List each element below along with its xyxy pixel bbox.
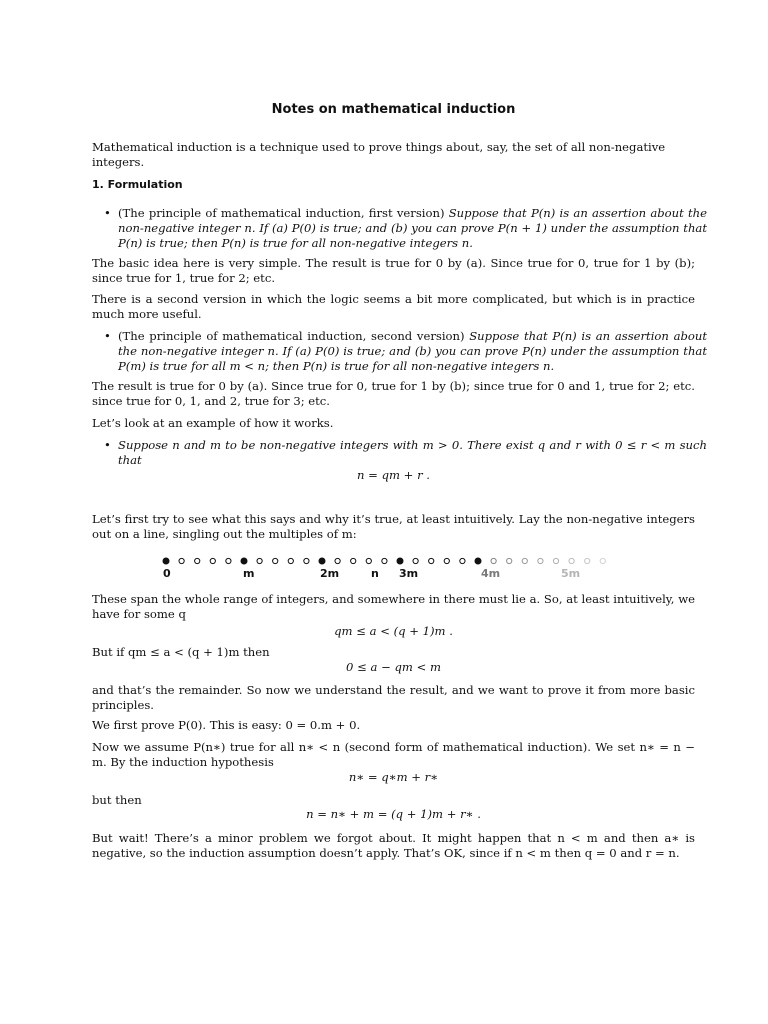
integer-dot — [195, 558, 200, 563]
integer-dot — [491, 558, 496, 563]
number-line-label-n: n — [371, 567, 379, 580]
multiple-dot — [475, 558, 481, 564]
number-line-label-m: m — [243, 567, 255, 580]
integer-dot — [585, 558, 590, 563]
multiple-dot — [397, 558, 403, 564]
equation-remainder — [92, 660, 695, 675]
integer-dot — [257, 558, 262, 563]
bullet-icon: • — [104, 206, 111, 220]
bullet-icon: • — [104, 438, 111, 452]
section-heading-formulation: 1. Formulation — [92, 178, 183, 191]
bullet-prefix: (The principle of mathematical induction, first version) — [118, 206, 449, 220]
number-line-label-0: 0 — [163, 567, 171, 580]
paragraph-but-if: But if qm ≤ a < (q + 1)m then — [92, 645, 270, 659]
paragraph-second-version-intro: There is a second version in which the logic seems a bit more complicated, but which is in practice much more useful. — [92, 292, 695, 321]
integer-dot — [522, 558, 527, 563]
equation-text: n = qm + r . — [357, 468, 430, 482]
integer-dot — [351, 558, 356, 563]
paragraph-result-true: The result is true for 0 by (a). Since true for 0, true for 1 by (b); since true for 0 and 1, true for 2; etc. since true for 0, 1, and 2, true for 3; etc. — [92, 379, 695, 408]
multiple-dot — [319, 558, 325, 564]
integer-dot — [226, 558, 231, 563]
equation-text: n = n∗ + m = (q + 1)m + r∗ . — [306, 807, 481, 821]
integer-dot — [273, 558, 278, 563]
page-title: Notes on mathematical induction — [271, 102, 516, 117]
integer-dot — [413, 558, 418, 563]
paragraph-remainder: and that’s the remainder. So now we understand the result, and we want to prove it from more basic principles. — [92, 683, 695, 712]
equation-conclusion — [92, 807, 695, 822]
equation-text: 0 ≤ a − qm < m — [346, 660, 441, 674]
integer-dot — [507, 558, 512, 563]
number-line-label-2m: 2m — [320, 567, 340, 580]
integer-dot — [460, 558, 465, 563]
bullet-text — [118, 438, 707, 468]
integer-dot — [304, 558, 309, 563]
integer-dot — [569, 558, 574, 563]
paragraph-assume: Now we assume P(n∗) true for all n∗ < n (second form of mathematical induction). We set n∗ = n − m. By the induction hypothesis — [92, 740, 695, 769]
bullet-statement: Suppose that P(n) is an assertion about the non-negative integer n. If (a) P(0) is true; and (b) you can prove P(n) under the assumption that P(m) is true for all m < n; then P(n) is true for all non-negative integers n. — [118, 329, 708, 373]
integer-dot — [538, 558, 543, 563]
integer-dot — [210, 558, 215, 563]
number-line-label-5m: 5m — [561, 567, 581, 580]
multiple-dot — [241, 558, 247, 564]
bullet-text — [118, 329, 707, 374]
equation-text: n∗ = q∗m + r∗ — [348, 770, 439, 784]
bullet-icon: • — [104, 329, 111, 343]
paragraph-basic-idea: The basic idea here is very simple. The result is true for 0 by (a). Since true for 0, true for 1 by (b); since true for 1, true for 2; etc. — [92, 256, 695, 285]
integer-dot — [335, 558, 340, 563]
integer-dot — [382, 558, 387, 563]
paragraph-prove-p0: We first prove P(0). This is easy: 0 = 0.m + 0. — [92, 718, 361, 732]
paragraph-example: Let’s look at an example of how it works. — [92, 416, 334, 430]
bullet-statement: Suppose that P(n) is an assertion about the non-negative integer n. If (a) P(0) is true; and (b) you can prove P(n + 1) under the assumption that P(n) is true; then P(n) is true for all non-negative integers n. — [118, 206, 707, 250]
number-line-label-4m: 4m — [481, 567, 501, 580]
equation-hypothesis — [92, 770, 695, 785]
equation-bound — [92, 624, 695, 639]
integer-dot — [429, 558, 434, 563]
intro-paragraph: Mathematical induction is a technique used to prove things about, say, the set of all non-negative integers. — [92, 140, 666, 169]
paragraph-but-then: but then — [92, 793, 142, 807]
paragraph-span-range: These span the whole range of integers, and somewhere in there must lie a. So, at least intuitively, we have for some q — [92, 592, 695, 621]
paragraph-minor-problem: But wait! There’s a minor problem we forgot about. It might happen that n < m and then a∗ is negative, so the induction assumption doesn’t apply. That’s OK, since if n < m then q = 0 and r = n. — [92, 831, 695, 860]
integer-dot — [288, 558, 293, 563]
bullet-prefix: (The principle of mathematical induction, second version) — [118, 329, 470, 343]
bullet-statement: Suppose n and m to be non-negative integers with m > 0. There exist q and r with 0 ≤ r < m such that — [118, 438, 707, 467]
integer-dot — [366, 558, 371, 563]
paragraph-intuition: Let’s first try to see what this says and why it’s true, at least intuitively. Lay the non-negative integers out on a line, singling out the multiples of m: — [92, 512, 695, 541]
integer-dot — [553, 558, 558, 563]
equation-division — [92, 468, 695, 483]
bullet-text — [118, 206, 707, 251]
integer-dot — [444, 558, 449, 563]
integer-dot — [179, 558, 184, 563]
equation-text: qm ≤ a < (q + 1)m . — [334, 624, 453, 638]
number-line-label-3m: 3m — [399, 567, 419, 580]
integer-dot — [600, 558, 605, 563]
multiple-dot — [163, 558, 169, 564]
